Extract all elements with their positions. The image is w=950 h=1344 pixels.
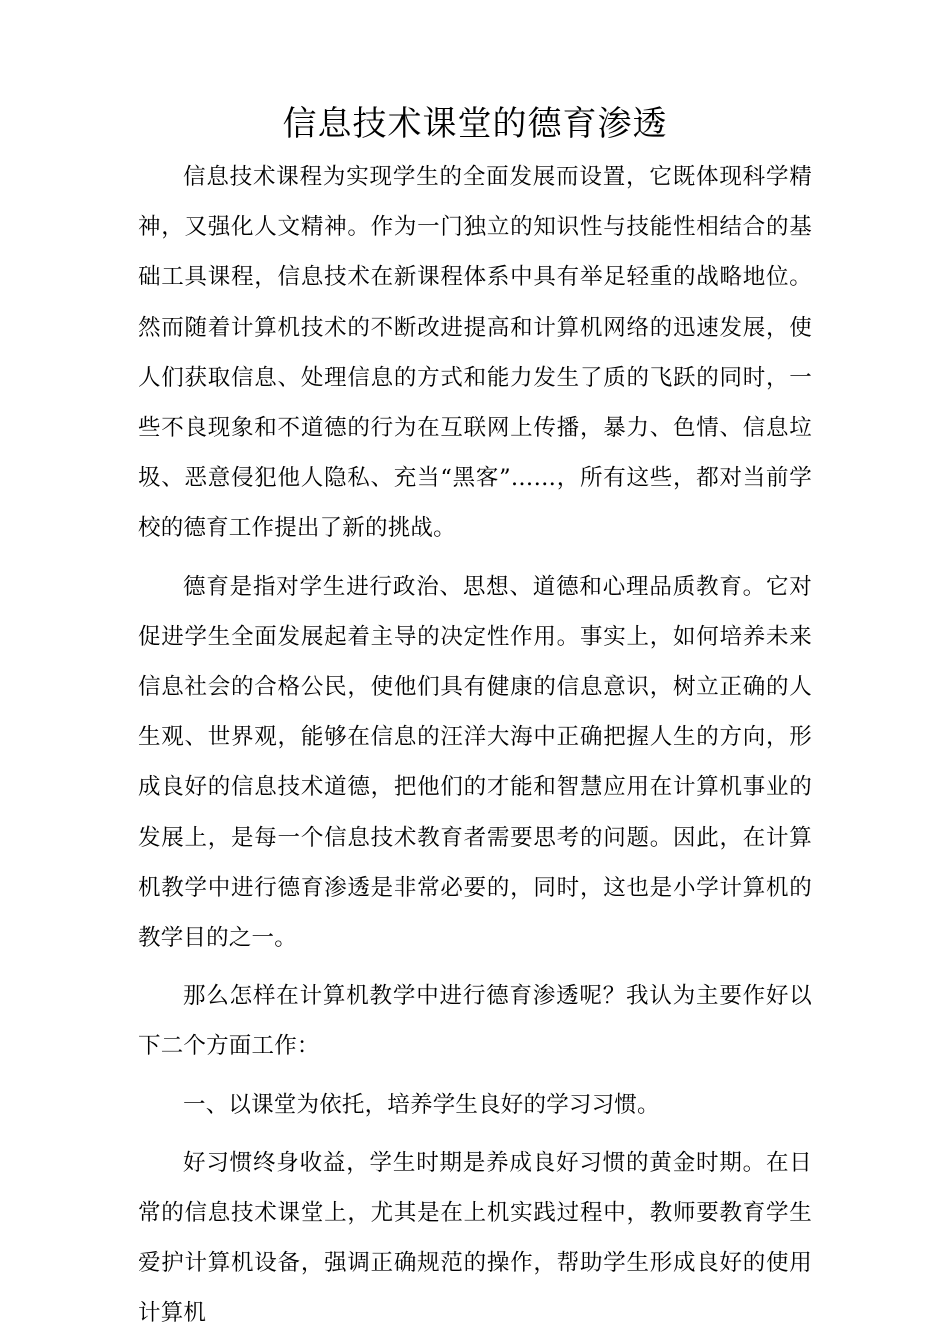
section-heading-one: 一、以课堂为依托，培养学生良好的学习习惯。 [183, 1091, 660, 1118]
paragraph-moral-education: 德育是指对学生进行政治、思想、道德和心理品质教育。它对促进学生全面发展起着主导的决定性作用。事实上，如何培养未来信息社会的合格公民，使他们具有健康的信息意识，树立正确的人生观、世界观，能够在信息的汪洋大海中正确把握人生的方向，形成良好的信息技术道德，把他们的才能和智慧应用在计算机事业的发展上，是每一个信息技术教育者需要思考的问题。因此，在计算机教学中进行德育渗透是非常必要的，同时，这也是小学计算机的教学目的之一。 [138, 573, 812, 952]
document-title: 信息技术课堂的德育渗透 [282, 104, 668, 144]
document-page [138, 96, 812, 1339]
paragraph-how-to: 那么怎样在计算机教学中进行德育渗透呢？我认为主要作好以下二个方面工作： [138, 983, 812, 1060]
paragraph-good-habits: 好习惯终身收益，学生时期是养成良好习惯的黄金时期。在日常的信息技术课堂上，尤其是在上机实践过程中，教师要教育学生爱护计算机设备，强调正确规范的操作，帮助学生形成良好的使用计算机 [138, 1149, 812, 1327]
paragraph-intro: 信息技术课程为实现学生的全面发展而设置，它既体现科学精神，又强化人文精神。作为一门独立的知识性与技能性相结合的基础工具课程，信息技术在新课程体系中具有举足轻重的战略地位。然而随着计算机技术的不断改进提高和计算机网络的迅速发展，使人们获取信息、处理信息的方式和能力发生了质的飞跃的同时，一些不良现象和不道德的行为在互联网上传播，暴力、色情、信息垃圾、恶意侵犯他人隐私、充当“黑客”……，所有这些，都对当前学校的德育工作提出了新的挑战。 [138, 164, 812, 542]
